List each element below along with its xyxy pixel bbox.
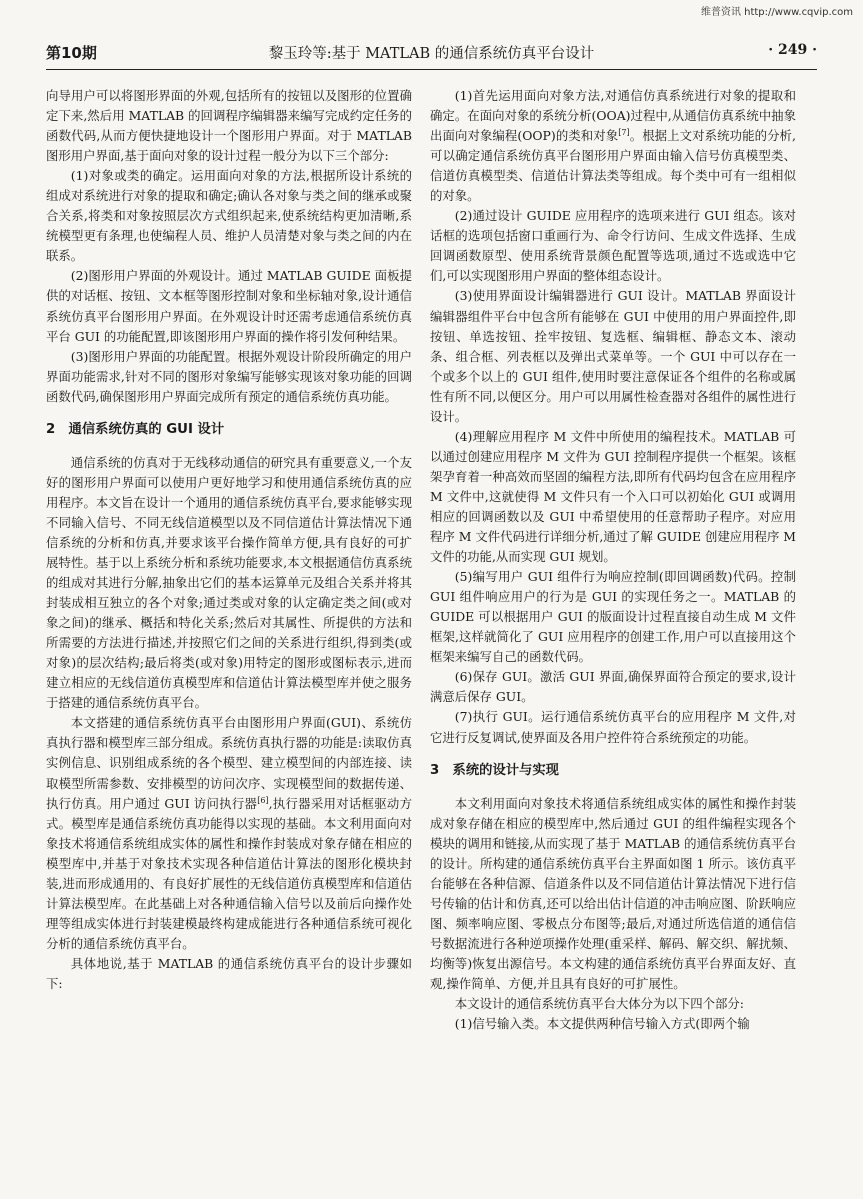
paragraph: (7)执行 GUI。运行通信系统仿真平台的应用程序 M 文件,对它进行反复调试,使界面及各用户控件符合系统预定的功能。 [430,709,796,745]
watermark-text: 维普资讯 http://www.cqvip.com [700,7,853,18]
paragraph: (2)图形用户界面的外观设计。通过 MATLAB GUIDE 面板提供的对话框、按钮、文本框等图形控制对象和坐标轴对象,设计通信系统仿真平台图形用户界面。在外观设计时还需考虑通信系统仿真平台 GUI 的功能配置,即该图形用户界面的操作将引发何种结果。 [46,268,412,344]
paragraph-text: ,执行器采用对话框驱动方式。模型库是通信系统仿真功能得以实现的基础。本文利用面向对象技术将通信系统组成实体的属性和操作封装成对象存储在相应的模型库中,并基于对象技术实现各种信道估计算法的图形化模块封装,进而形成通用的、有良好扩展性的无线信道仿真模型库和信道估计算法模型库。在此基础上对各种通信输入信号以及前后向操作处理等组成实体进行封装建模最终构建成能进行各种通信系统可视化分析的通信系统仿真平台。 [46,795,412,951]
running-title: 黎玉玲等:基于 MATLAB 的通信系统仿真平台设计 [268,46,595,62]
paragraph [46,713,412,954]
section-heading: 3 系统的设计与实现 [430,762,559,778]
paragraph: (5)编写用户 GUI 组件行为响应控制(即回调函数)代码。控制 GUI 组件响应用户的行为是 GUI 的实现任务之一。MATLAB 的 GUIDE 可以根据用户 GUI 的版面设计过程直接自动生成 M 文件框架,这样就简化了 GUI 应用程序的创建工作,用户可以直接用这个框架来编写自己的函数代码。 [430,569,796,665]
paragraph: (1)对象或类的确定。运用面向对象的方法,根据所设计系统的组成对系统进行对象的提取和确定;确认各对象与类之间的继承或聚合关系,将类和对象按照层次方式组织起来,使系统结构更加清晰,系统模型更有条理,也使编程人员、维护人员清楚对象与类之间的内在联系。 [46,168,412,264]
paragraph: (4)理解应用程序 M 文件中所使用的编程技术。MATLAB 可以通过创建应用程序 M 文件为 GUI 控制程序提供一个框架。该框架孕育着一种高效而坚固的编程方法,即所有代码均包含在应用程序 M 文件中,这就使得 M 文件只有一个入口可以初始化 GUI 或调用相应的回调函数以及 GUI 中希望使用的任意帮助子程序。对应用程序 M 文件代码进行详细分析,通过了解 GUIDE 创建应用程序 M 文件的功能,从而实现 GUI 规划。 [430,428,796,565]
paragraph: (2)通过设计 GUIDE 应用程序的选项来进行 GUI 组态。该对话框的选项包括窗口重画行为、命令行访问、生成文件选择、生成回调函数原型、使用系统背景颜色配置等选项,通过不选或选中它们,可以实现图形用户界面的整体组态设计。 [430,208,796,284]
page-header [46,42,817,66]
paragraph: 向导用户可以将图形界面的外观,包括所有的按钮以及图形的位置确定下来,然后用 MATLAB 的回调程序编辑器来编写完成约定任务的函数代码,从而方便快捷地设计一个图形用户界面。对于 MATLAB 图形用户界面,基于面向对象的设计过程一般分为以下三个部分: [46,88,412,164]
paragraph: 通信系统的仿真对于无线移动通信的研究具有重要意义,一个友好的图形用户界面可以使用户更好地学习和使用通信系统仿真的应用程序。本文旨在设计一个通用的通信系统仿真平台,要求能够实现不同输入信号、不同无线信道模型以及不同信道估计算法情况下通信系统的分析和仿真,并要求该平台操作简单方便,具有良好的可扩展特性。基于以上系统分析和系统功能要求,本文根据通信仿真系统的组成对其进行分解,抽象出它们的基本运算单元及组合关系并将其封装成相互独立的各个对象;通过类或对象的认定确定类之间(或对象之间)的继承、概括和特化关系;然后对其属性、所提供的方法和所需要的方法进行描述,并按照它们之间的关系进行组织,得到类(或对象)的层次结构;最后将类(或对象)用特定的图形或图标表示,进而建立相应的无线信道仿真模型库和信道估计算法模型库并使之服务于搭建的通信系统仿真平台。 [46,454,412,711]
citation: [6] [257,795,269,805]
issue-number: 第10期 [46,44,97,62]
left-column [46,86,412,994]
paragraph: (1)信号输入类。本文提供两种信号输入方式(即两个输 [454,1016,750,1032]
paragraph: (3)使用界面设计编辑器进行 GUI 设计。MATLAB 界面设计编辑器组件平台中包含所有能够在 GUI 中使用的用户界面控件,即按钮、单选按钮、拴牢按钮、复选框、编辑框、静态文本、滚动条、组合框、列表框以及弹出式菜单等。一个 GUI 中可以存在一个或多个以上的 GUI 组件,使用时要注意保证各个组件的名称或属性有所不同,以便区分。用户可以用属性检查器对各组件的属性进行设计。 [430,288,796,424]
paragraph-text: 本文搭建的通信系统仿真平台由图形用户界面(GUI)、系统仿真执行器和模型库三部分组成。系统仿真执行器的功能是:读取仿真实例信息、识别组成系统的各个模型、建立模型间的内部连接、读取模型所需参数、安排模型的访问次序、实现模型间的数据传递、执行仿真。用户通过 GUI 访问执行器 [46,715,412,811]
paragraph: (3)图形用户界面的功能配置。根据外观设计阶段所确定的用户界面功能需求,针对不同的图形对象编写能够实现该对象功能的回调函数代码,确保图形用户界面完成所有预定的通信系统仿真功能。 [46,348,412,404]
paragraph: 本文利用面向对象技术将通信系统组成实体的属性和操作封装成对象存储在相应的模型库中,然后通过 GUI 的组件编程实现各个模块的调用和链接,从而实现了基于 MATLAB 的通信系统仿真平台的设计。所构建的通信系统仿真平台主界面如图 1 所示。该仿真平台能够在各种信源、信道条件以及不同信道估计算法情况下进行信号传输的估计和仿真,还可以给出估计信道的冲击响应图、阶跃响应图、频率响应图、零极点分布图等;最后,对通过所选信道的通信信号数据流进行各种逆项操作处理(重采样、解码、解交织、解扰频、均衡等)恢复出源信号。本文构建的通信系统仿真平台界面友好、直观,操作简单、方便,并且具有良好的可扩展性。 [430,795,796,991]
paragraph: (6)保存 GUI。激活 GUI 界面,确保界面符合预定的要求,设计满意后保存 GUI。 [430,669,796,705]
paragraph-text: (1)首先运用面向对象方法,对通信仿真系统进行对象的提取和确定。在面向对象的系统分析(OOA)过程中,从通信仿真系统中抽象出面向对象编程(OOP)的类和对象 [430,88,796,144]
paragraph-text: 。根据上文对系统功能的分析,可以确定通信系统仿真平台图形用户界面由输入信号仿真模型类、信道仿真模型类、信道估计算法类等组成。每个类中可有一组相似的对象。 [430,128,796,204]
citation: [7] [618,127,630,137]
section-heading: 2 通信系统仿真的 GUI 设计 [46,421,225,437]
paragraph [430,86,796,206]
right-column [430,86,796,1034]
paragraph: 本文设计的通信系统仿真平台大体分为以下四个部分: [454,996,744,1012]
paragraph: 具体地说,基于 MATLAB 的通信系统仿真平台的设计步骤如下: [46,955,412,991]
page-number: · 249 · [768,42,817,58]
header-rule [46,69,817,70]
